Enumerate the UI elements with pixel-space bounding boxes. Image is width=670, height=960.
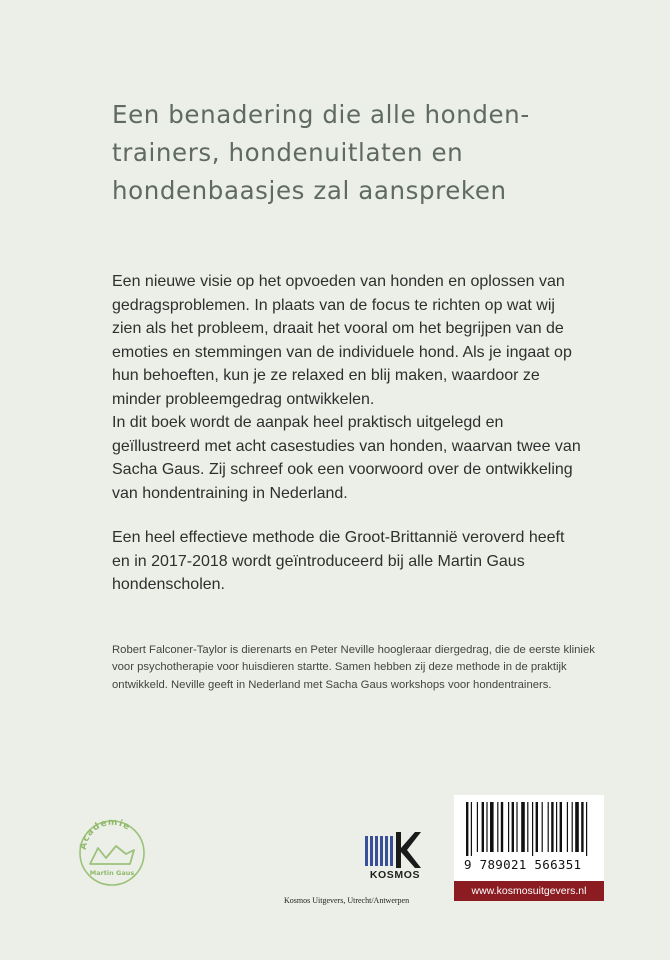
kosmos-mark-icon [365,832,421,868]
text-line: Een heel effectieve methode die Groot-Brittannië veroverd heeft [112,529,565,546]
barcode-bar [572,802,573,852]
barcode-bar [551,802,553,852]
text-line: Sacha Gaus. Zij schreef ook een voorwoord over de ontwikkeling [112,461,573,478]
text-line: Robert Falconer-Taylor is dierenarts en Peter Neville hoogleraar diergedrag, die de eerste kliniek [112,644,595,656]
barcode-bar [527,802,528,852]
publisher-website: www.kosmosuitgevers.nl [454,881,604,901]
isbn-barcode [454,795,604,881]
headline [112,96,582,210]
publisher-name: KOSMOS [369,869,421,881]
barcode-bar [548,802,549,852]
text-line: minder probleemgedrag ontwikkelen. [112,390,375,408]
method-paragraph [112,526,612,597]
text-line: gedragsproblemen. In plaats van de focus te richten op wat wij [112,296,555,314]
publisher-logo [360,832,430,886]
barcode-bar [542,802,543,852]
barcode-bar [586,802,587,856]
barcode-bar [521,802,525,852]
barcode-bar [516,802,517,852]
academie-logo-icon [76,818,148,888]
barcode-bar [512,802,514,852]
academie-arc-text: Academie [78,818,133,851]
text-line: emoties en stemmingen van de individuele hond. Als je ingaat op [112,343,572,361]
text-line: van hondentraining in Nederland. [112,484,348,502]
text-line: geïllustreerd met acht casestudies van honden, waarvan twee van [112,437,581,455]
barcode-bar [567,802,568,852]
barcode-bar [497,802,498,852]
barcode-bar [556,802,557,852]
text-line: Een nieuwe visie op het opvoeden van honden en oplossen van [112,273,565,290]
barcode-bar [490,802,494,852]
barcode-bar [501,802,503,852]
text-line: zien als het probleem, draait het vooral om het begrijpen van de [112,320,564,337]
barcode-icon [466,802,592,856]
barcode-bar [486,802,487,852]
academie-name: Martin Gaus [89,869,135,877]
text-line: hondenscholen. [112,576,225,593]
barcode-bar [508,802,509,852]
publisher-caption: Kosmos Uitgevers, Utrecht/Antwerpen [284,896,410,905]
barcode-bar [482,802,484,852]
barcode-bar [575,802,579,852]
text-line: hun behoeften, kun je ze relaxed en blij maken, waardoor ze [112,367,540,384]
text-line: en in 2017-2018 wordt geïntroduceerd bij alle Martin Gaus [112,552,525,570]
barcode-bar [581,802,583,852]
text-line: voor psychotherapie voor huisdieren startte. Samen hebben zij deze methode in de praktijk [112,661,567,674]
text-line: ontwikkeld. Neville geeft in Nederland met Sacha Gaus workshops voor hondentrainers. [112,678,552,691]
barcode-bar [560,802,562,852]
headline-line: trainers, hondenuitlaten en [112,138,464,167]
headline-line: Een benadering die alle honden- [112,100,530,129]
text-line: In dit boek wordt de aanpak heel praktisch uitgelegd en [112,414,504,431]
barcode-bar [477,802,478,852]
headline-line: hondenbaasjes zal aanspreken [112,176,507,205]
academie-martin-gaus-logo [76,818,148,888]
barcode-bar [471,802,472,856]
barcode-bar [466,802,468,856]
barcode-bar [532,802,533,856]
description-paragraph [112,270,612,505]
isbn-number: 9 789021 566351 [464,857,582,872]
author-bio [112,642,632,694]
barcode-bar [536,802,538,852]
